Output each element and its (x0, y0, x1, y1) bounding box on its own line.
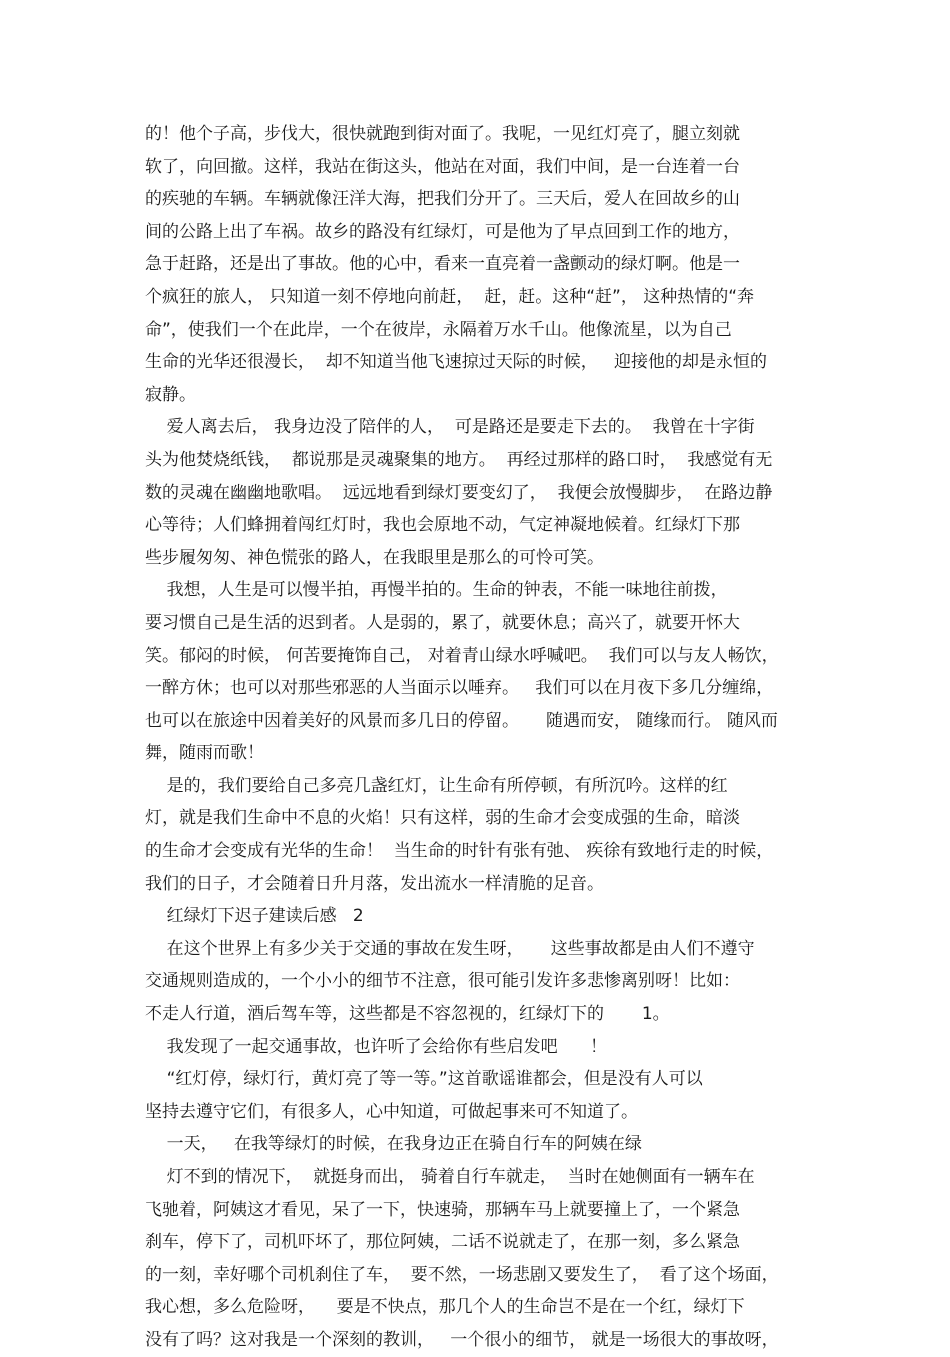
document-body (145, 118, 810, 1357)
text-line: 要习惯自己是生活的迟到者。人是弱的，累了，就要休息；高兴了，就要开怀大 (145, 612, 740, 633)
text-line: 我们的日子，才会随着日升月落，发出流水一样清脆的足音。 (145, 873, 604, 894)
text-line: 是的，我们要给自己多亮几盏红灯，让生命有所停顿，有所沉吟。这样的红 (145, 775, 728, 796)
text-line: 命”，使我们一个在此岸，一个在彼岸，永隔着万水千山。他像流星，以为自己 (145, 319, 732, 340)
text-line: 个疯狂的旅人， 只知道一刻不停地向前赶， 赶，赶。这种“赶”， 这种热情的“奔 (145, 286, 755, 307)
text-line: 我心想，多么危险呀， 要是不快点，那几个人的生命岂不是在一个红，绿灯下 (145, 1297, 745, 1318)
text-line: 没有了吗？这对我是一个深刻的教训， 一个很小的细节， 就是一场很大的事故呀， (145, 1329, 779, 1350)
text-line: 寂静。 (145, 384, 196, 405)
text-line: 数的灵魂在幽幽地歌唱。 远远地看到绿灯要变幻了， 我便会放慢脚步， 在路边静 (145, 482, 773, 503)
text-line: 不走人行道，酒后驾车等，这些都是不容忽视的，红绿灯下的 1。 (145, 1004, 670, 1025)
text-line: 生命的光华还很漫长， 却不知道当他飞速掠过天际的时候， 迎接他的却是永恒的 (145, 352, 768, 373)
text-line: 急于赶路，还是出了事故。他的心中，看来一直亮着一盏颤动的绿灯啊。他是一 (145, 254, 740, 275)
text-line: 软了，向回撤。这样，我站在街这头，他站在对面，我们中间，是一台连着一台 (145, 156, 740, 177)
text-line: 的生命才会变成有光华的生命！ 当生命的时针有张有弛、 疾徐有致地行走的时候， (145, 841, 774, 862)
text-line: 在这个世界上有多少关于交通的事故在发生呀， 这些事故都是由人们不遵守 (145, 938, 755, 959)
text-line: 也可以在旅途中因着美好的风景而多几日的停留。 随遇而安， 随缘而行。 随风而 (145, 710, 778, 731)
text-line: 一天， 在我等绿灯的时候，在我身边正在骑自行车的阿姨在绿 (145, 1134, 642, 1155)
text-line: 我发现了一起交通事故，也许听了会给你有些启发吧 ！ (145, 1036, 608, 1057)
text-line: 灯不到的情况下， 就挺身而出， 骑着自行车就走， 当时在她侧面有一辆车在 (145, 1167, 755, 1187)
text-line: 舞，随雨而歌！ (145, 743, 264, 764)
text-line: 的一刻，幸好哪个司机刹住了车， 要不然，一场悲剧又要发生了， 看了这个场面， (145, 1264, 779, 1285)
text-line: 笑。郁闷的时候， 何苦要掩饰自己， 对着青山绿水呼喊吧。 我们可以与友人畅饮， (145, 645, 779, 666)
text-line: 交通规则造成的，一个小小的细节不注意，很可能引发许多悲惨离别呀！比如： (145, 971, 740, 992)
text-line: “红灯停，绿灯行，黄灯亮了等一等。”这首歌谣谁都会，但是没有人可以 (145, 1069, 703, 1090)
text-line: 坚持去遵守它们，有很多人，心中知道，可做起事来可不知道了。 (145, 1101, 638, 1122)
text-line: 我想，人生是可以慢半拍，再慢半拍的。生命的钟表，不能一味地往前拨， (145, 580, 728, 601)
text-line: 一醉方休；也可以对那些邪恶的人当面示以唾弃。 我们可以在月夜下多几分缠绵， (145, 678, 774, 699)
text-line: 的！他个子高，步伐大，很快就跑到街对面了。我呢，一见红灯亮了，腿立刻就 (145, 124, 740, 144)
text-line: 间的公路上出了车祸。故乡的路没有红绿灯，可是他为了早点回到工作的地方， (145, 221, 740, 242)
text-line: 的疾驰的车辆。车辆就像汪洋大海，把我们分开了。三天后，爱人在回故乡的山 (145, 189, 740, 210)
text-line: 灯，就是我们生命中不息的火焰！只有这样，弱的生命才会变成强的生命，暗淡 (145, 808, 740, 829)
section-heading: 红绿灯下迟子建读后感 2 (145, 906, 364, 927)
text-line: 些步履匆匆、神色慌张的路人，在我眼里是那么的可怜可笑。 (145, 547, 604, 568)
text-line: 心等待；人们蜂拥着闯红灯时，我也会原地不动，气定神凝地候着。红绿灯下那 (145, 515, 740, 536)
text-line: 头为他焚烧纸钱， 都说那是灵魂聚集的地方。 再经过那样的路口时， 我感觉有无 (145, 449, 773, 470)
text-line: 刹车，停下了，司机吓坏了，那位阿姨，二话不说就走了，在那一刻，多么紧急 (145, 1232, 740, 1253)
text-line: 爱人离去后， 我身边没了陪伴的人， 可是路还是要走下去的。 我曾在十字街 (145, 417, 755, 438)
text-line: 飞驰着，阿姨这才看见，呆了一下，快速骑，那辆车马上就要撞上了，一个紧急 (145, 1199, 740, 1220)
